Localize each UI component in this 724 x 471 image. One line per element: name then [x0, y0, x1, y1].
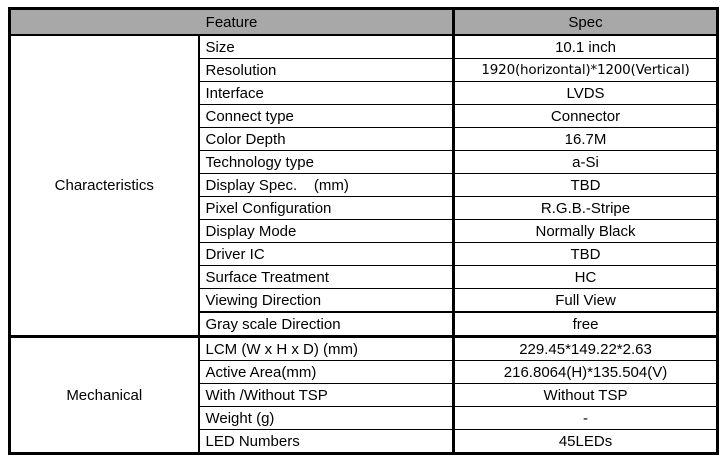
group-cell-characteristics: Characteristics: [10, 35, 199, 337]
feature-cell: With /Without TSP: [199, 384, 454, 407]
feature-cell: Active Area(mm): [199, 361, 454, 384]
spec-header-cell: Spec: [454, 9, 718, 36]
spec-cell: 216.8064(H)*135.504(V): [454, 361, 718, 384]
feature-cell: Resolution: [199, 59, 454, 82]
feature-cell: Driver IC: [199, 243, 454, 266]
feature-cell: Pixel Configuration: [199, 197, 454, 220]
spec-cell: 1920(horizontal)*1200(Vertical): [454, 59, 718, 82]
feature-cell: Gray scale Direction: [199, 312, 454, 337]
feature-cell: Viewing Direction: [199, 289, 454, 313]
table-row: [10, 35, 718, 59]
feature-header-cell: Feature: [10, 9, 454, 36]
feature-cell: Color Depth: [199, 128, 454, 151]
spec-cell: Full View: [454, 289, 718, 313]
feature-cell: LCM (W x H x D) (mm): [199, 337, 454, 361]
spec-cell: Connector: [454, 105, 718, 128]
spec-cell: Normally Black: [454, 220, 718, 243]
spec-cell: a-Si: [454, 151, 718, 174]
table-header-row: [10, 9, 718, 36]
spec-cell: LVDS: [454, 82, 718, 105]
feature-cell: Connect type: [199, 105, 454, 128]
spec-table: [8, 7, 719, 455]
feature-cell: Interface: [199, 82, 454, 105]
spec-cell: R.G.B.-Stripe: [454, 197, 718, 220]
spec-cell: -: [454, 407, 718, 430]
feature-cell: Display Mode: [199, 220, 454, 243]
feature-cell: Surface Treatment: [199, 266, 454, 289]
spec-cell: 45LEDs: [454, 430, 718, 454]
table-row: [10, 337, 718, 361]
feature-cell: LED Numbers: [199, 430, 454, 454]
feature-cell: Weight (g): [199, 407, 454, 430]
feature-cell: Display Spec. (mm): [199, 174, 454, 197]
spec-cell: HC: [454, 266, 718, 289]
spec-cell: TBD: [454, 243, 718, 266]
spec-cell: 16.7M: [454, 128, 718, 151]
spec-cell: 229.45*149.22*2.63: [454, 337, 718, 361]
group-cell-mechanical: Mechanical: [10, 337, 199, 454]
feature-cell: Size: [199, 35, 454, 59]
spec-cell: free: [454, 312, 718, 337]
feature-cell: Technology type: [199, 151, 454, 174]
spec-cell: TBD: [454, 174, 718, 197]
spec-cell: Without TSP: [454, 384, 718, 407]
spec-cell: 10.1 inch: [454, 35, 718, 59]
